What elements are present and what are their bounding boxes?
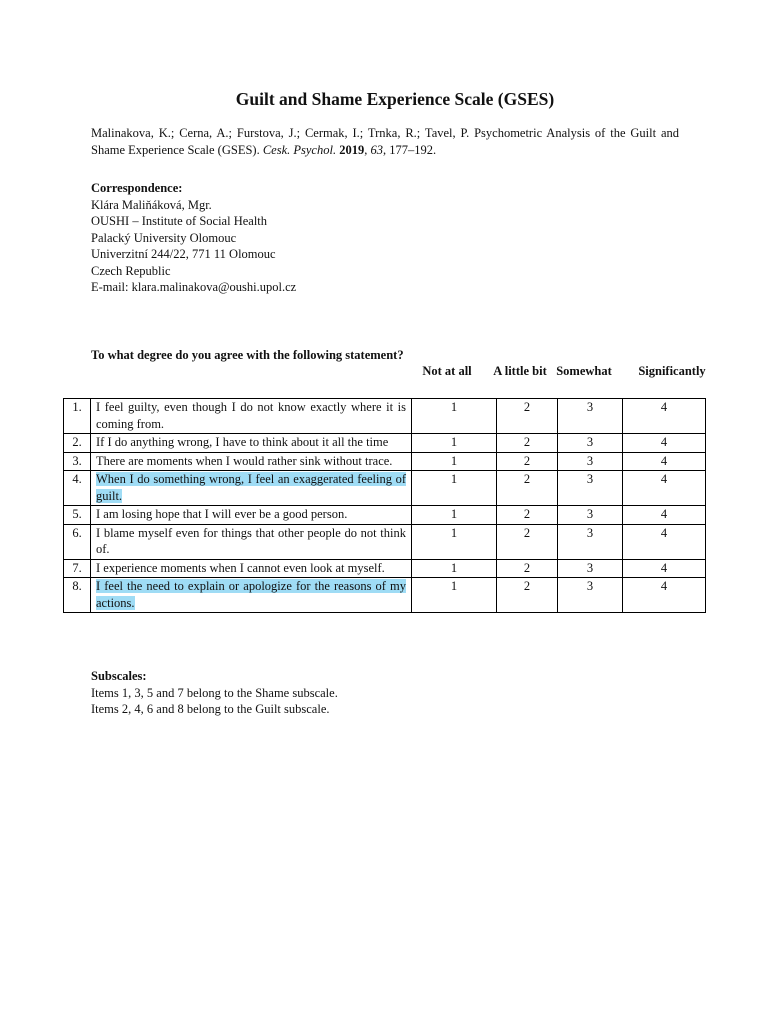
rating-option-1[interactable]: 1: [412, 399, 497, 434]
item-statement-text: I blame myself even for things that other people do not think of.: [96, 525, 406, 556]
rating-option-2[interactable]: 2: [497, 578, 558, 613]
rating-option-3[interactable]: 3: [558, 559, 623, 578]
item-number: 6.: [64, 524, 91, 559]
rating-option-1[interactable]: 1: [412, 471, 497, 506]
item-statement-text: I experience moments when I cannot even look at myself.: [96, 560, 385, 575]
rating-option-4[interactable]: 4: [623, 578, 706, 613]
item-statement-text: When I do something wrong, I feel an exaggerated feeling of guilt.: [96, 472, 406, 503]
subscale-shame: Items 1, 3, 5 and 7 belong to the Shame subscale.: [91, 685, 338, 700]
table-row: [64, 471, 706, 506]
rating-option-1[interactable]: 1: [412, 578, 497, 613]
header-somewhat: Somewhat: [556, 364, 612, 378]
item-statement: [91, 434, 412, 453]
correspondence-block: [91, 180, 296, 296]
rating-option-4[interactable]: 4: [623, 434, 706, 453]
item-number: 1.: [64, 399, 91, 434]
rating-option-4[interactable]: 4: [623, 506, 706, 525]
citation-year: 2019: [339, 142, 365, 157]
item-number: 7.: [64, 559, 91, 578]
citation-journal: Cesk. Psychol.: [262, 142, 337, 157]
item-number: 4.: [64, 471, 91, 506]
item-statement-text: I feel guilty, even though I do not know exactly where it is coming from.: [96, 400, 406, 431]
rating-option-3[interactable]: 3: [558, 578, 623, 613]
item-statement: [91, 452, 412, 471]
rating-option-1[interactable]: 1: [412, 452, 497, 471]
correspondence-address: Univerzitní 244/22, 771 11 Olomouc: [91, 247, 276, 261]
citation-pages: , 177–192.: [382, 142, 437, 157]
correspondence-country: Czech Republic: [91, 263, 171, 278]
item-number: 2.: [64, 434, 91, 453]
rating-option-4[interactable]: 4: [623, 452, 706, 471]
rating-option-2[interactable]: 2: [497, 559, 558, 578]
header-significantly: Significantly: [638, 364, 706, 378]
rating-option-1[interactable]: 1: [412, 559, 497, 578]
item-statement-text: I feel the need to explain or apologize for the reasons of my actions.: [96, 579, 406, 610]
table-row: [64, 578, 706, 613]
rating-option-3[interactable]: 3: [558, 434, 623, 453]
rating-option-3[interactable]: 3: [558, 524, 623, 559]
item-number: 3.: [64, 452, 91, 471]
rating-option-4[interactable]: 4: [623, 524, 706, 559]
rating-option-2[interactable]: 2: [497, 506, 558, 525]
document-title: Guilt and Shame Experience Scale (GSES): [235, 89, 555, 109]
item-statement: [91, 578, 412, 613]
items-table: [63, 398, 706, 613]
rating-option-2[interactable]: 2: [497, 399, 558, 434]
rating-option-1[interactable]: 1: [412, 524, 497, 559]
subscale-guilt: Items 2, 4, 6 and 8 belong to the Guilt subscale.: [91, 702, 330, 716]
correspondence-university: Palacký University Olomouc: [91, 230, 237, 245]
correspondence-heading: Correspondence:: [91, 181, 183, 195]
correspondence-name: Klára Maliňáková, Mgr.: [91, 197, 212, 212]
rating-option-3[interactable]: 3: [558, 399, 623, 434]
rating-option-2[interactable]: 2: [497, 471, 558, 506]
table-row: [64, 452, 706, 471]
table-row: [64, 399, 706, 434]
item-number: 5.: [64, 506, 91, 525]
item-statement-text: If I do anything wrong, I have to think about it all the time: [96, 435, 389, 449]
table-row: [64, 434, 706, 453]
rating-option-4[interactable]: 4: [623, 399, 706, 434]
subscales-heading: Subscales:: [91, 669, 147, 683]
correspondence-email: E-mail: klara.malinakova@oushi.upol.cz: [91, 280, 297, 294]
rating-option-3[interactable]: 3: [558, 506, 623, 525]
table-row: [64, 524, 706, 559]
question-prompt: To what degree do you agree with the following statement?: [91, 348, 404, 362]
item-statement-text: I am losing hope that I will ever be a good person.: [96, 507, 348, 521]
item-number: 8.: [64, 578, 91, 613]
item-statement: [91, 559, 412, 578]
rating-option-3[interactable]: 3: [558, 471, 623, 506]
rating-option-1[interactable]: 1: [412, 506, 497, 525]
citation-authors: Malinakova, K.; Cerna, A.; Furstova, J.; Cermak, I.; Trnka, R.; Tavel, P. Psychometric Analysis of the Guilt and Shame Experience Scale (GSES).: [91, 126, 679, 157]
rating-option-2[interactable]: 2: [497, 452, 558, 471]
rating-option-3[interactable]: 3: [558, 452, 623, 471]
citation: Malinakova, K.; Cerna, A.; Furstova, J.; Cermak, I.; Trnka, R.; Tavel, P. Psychometric Analysis of the Guilt and Shame Experience Scale (GSES). Cesk. Psychol. 2019, 63, 177–192.: [91, 126, 679, 157]
item-statement: [91, 506, 412, 525]
subscales-block: [91, 668, 338, 718]
item-statement: [91, 399, 412, 434]
rating-option-4[interactable]: 4: [623, 559, 706, 578]
item-statement-text: There are moments when I would rather sink without trace.: [96, 453, 393, 468]
item-statement: [91, 524, 412, 559]
header-not-at-all: Not at all: [422, 364, 472, 378]
citation-volume: 63: [370, 142, 383, 157]
table-row: [64, 506, 706, 525]
header-a-little-bit: A little bit: [493, 364, 547, 378]
rating-option-2[interactable]: 2: [497, 434, 558, 453]
rating-option-1[interactable]: 1: [412, 434, 497, 453]
item-statement: [91, 471, 412, 506]
correspondence-institute: OUSHI – Institute of Social Health: [91, 214, 268, 228]
table-row: [64, 559, 706, 578]
rating-option-2[interactable]: 2: [497, 524, 558, 559]
rating-option-4[interactable]: 4: [623, 471, 706, 506]
